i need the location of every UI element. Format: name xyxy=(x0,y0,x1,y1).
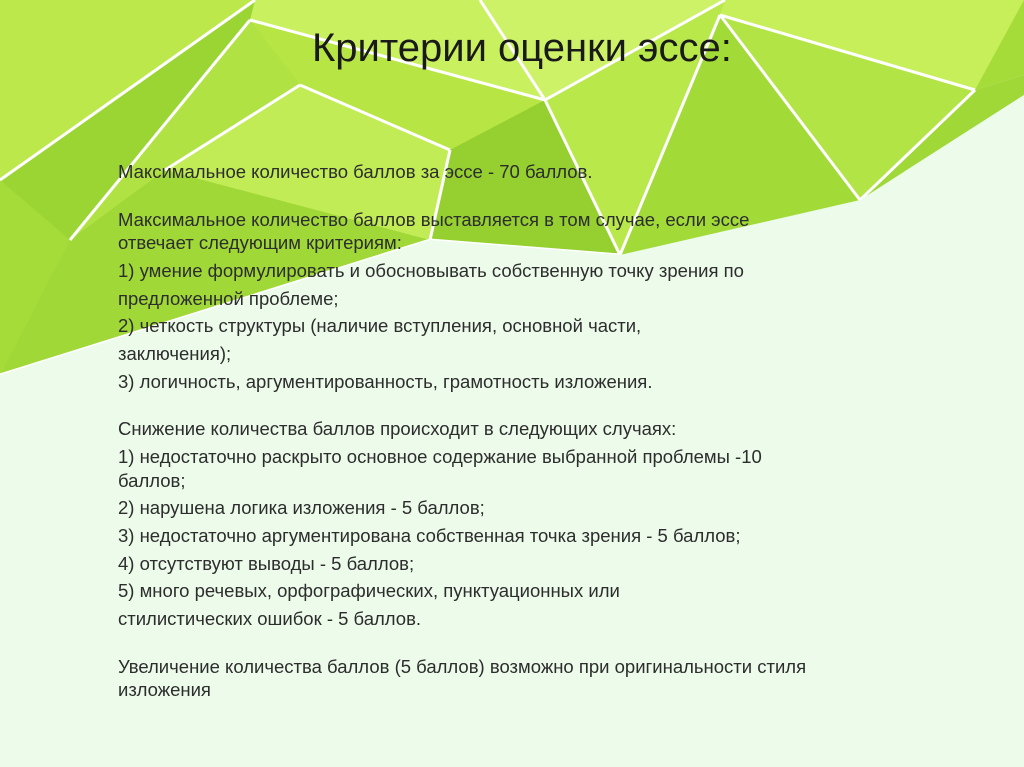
reduction-5-line-1: 5) много речевых, орфографических, пунктуационных или xyxy=(118,580,620,602)
criterion-1-line-1: 1) умение формулировать и обосновывать собственную точку зрения по xyxy=(118,260,744,282)
criterion-2-line-1: 2) четкость структуры (наличие вступления, основной части, xyxy=(118,315,642,337)
criterion-3: 3) логичность, аргументированность, грамотность изложения. xyxy=(118,370,653,392)
criterion-2-line-2: заключения); xyxy=(118,343,232,365)
reduction-3: 3) недостаточно аргументирована собственная точка зрения - 5 баллов; xyxy=(118,525,741,547)
reduction-5-line-2: стилистических ошибок - 5 баллов. xyxy=(118,608,422,630)
reduction-1-line-2: баллов; xyxy=(118,469,186,491)
bonus-line-1: Увеличение количества баллов (5 баллов) возможно при оригинальности стиля xyxy=(118,655,807,677)
reduction-4: 4) отсутствуют выводы - 5 баллов; xyxy=(118,552,415,574)
reduction-2: 2) нарушена логика изложения - 5 баллов; xyxy=(118,497,485,519)
criterion-1-line-2: предложенной проблеме; xyxy=(118,287,339,309)
bonus-line-2: изложения xyxy=(118,679,211,701)
slide-title: Критерии оценки эссе: xyxy=(312,26,732,70)
criteria-intro-line-2: отвечает следующим критериям: xyxy=(118,232,402,254)
reduction-intro: Снижение количества баллов происходит в следующих случаях: xyxy=(118,418,677,440)
reduction-1-line-1: 1) недостаточно раскрыто основное содержание выбранной проблемы -10 xyxy=(118,446,762,468)
criteria-intro-line-1: Максимальное количество баллов выставляется в том случае, если эссе xyxy=(118,208,750,230)
max-score-text: Максимальное количество баллов за эссе - 70 баллов. xyxy=(118,161,593,182)
slide-body xyxy=(118,160,928,702)
